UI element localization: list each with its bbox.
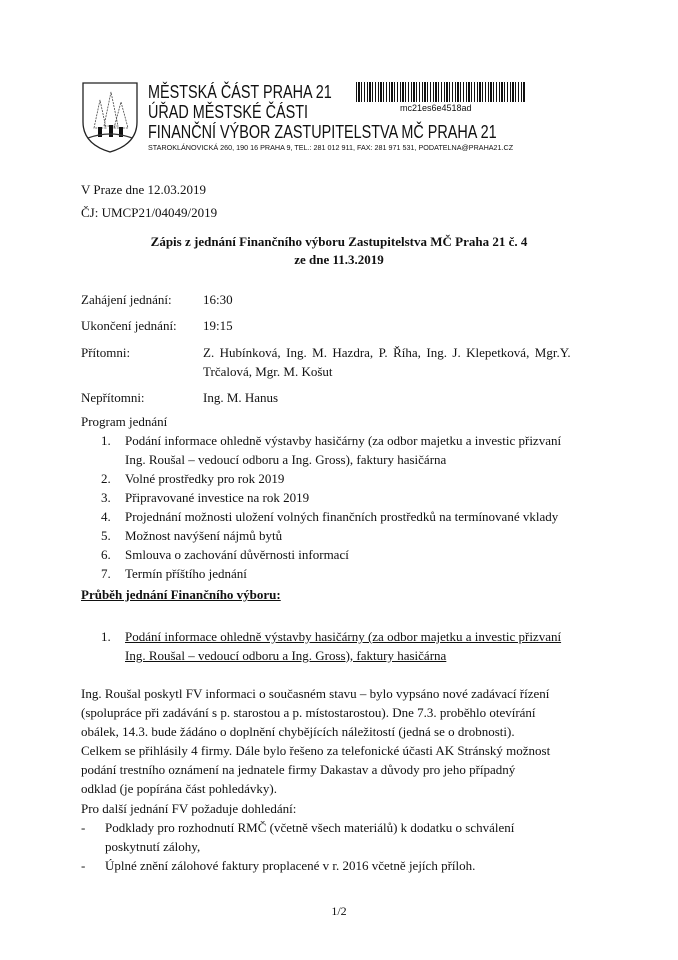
item-text: Podklady pro rozhodnutí RMČ (včetně všech materiálů) k dodatku o schválení xyxy=(105,820,515,835)
barcode xyxy=(356,82,525,102)
program-item xyxy=(101,469,561,488)
present-line-2: Trčalová, Mgr. M. Košut xyxy=(203,364,333,379)
proceedings-paragraph xyxy=(81,684,550,798)
item-text: Připravované investice na rok 2019 xyxy=(125,490,310,505)
header-committee: FINANČNÍ VÝBOR ZASTUPITELSTVA MČ PRAHA 21 xyxy=(148,122,497,142)
paragraph-line: Ing. Roušal poskytl FV informaci o současném stavu – bylo vypsáno nové zadávací řízení xyxy=(81,686,550,701)
item-text: Volné prostředky pro rok 2019 xyxy=(125,471,285,486)
item-text: Termín příštího jednání xyxy=(125,566,247,581)
item-number: 1. xyxy=(101,629,111,644)
place-date: V Praze dne 12.03.2019 xyxy=(81,182,207,197)
paragraph-line: Celkem se přihlásily 4 firmy. Dále bylo řešeno za telefonické účasti AK Stránský možnost xyxy=(81,743,551,758)
item-text: poskytnutí zálohy, xyxy=(105,839,201,854)
item-text: Úplné znění zálohové faktury proplacené v r. 2016 včetně jejích příloh. xyxy=(105,858,476,873)
item-number: 4. xyxy=(101,509,111,524)
present-label: Přítomni: xyxy=(81,345,131,360)
paragraph-line: odklad (je popírána část pohledávky). xyxy=(81,781,278,796)
coat-of-arms-logo xyxy=(80,80,140,154)
bullet: - xyxy=(81,820,86,835)
start-value: 16:30 xyxy=(203,292,233,307)
bullet: - xyxy=(81,858,86,873)
request-item xyxy=(81,856,514,875)
program-list xyxy=(101,431,561,583)
program-item xyxy=(101,431,561,450)
absent-value: Ing. M. Hanus xyxy=(203,390,279,405)
reference-number: ČJ: UMCP21/04049/2019 xyxy=(81,205,218,220)
program-item-cont xyxy=(101,450,561,469)
paragraph-line: podání trestního oznámení na jednatele firmy Dakastav a důvody pro jeho případný xyxy=(81,762,516,777)
absent-label: Nepřítomni: xyxy=(81,390,145,405)
requests-heading: Pro další jednání FV požaduje dohledání: xyxy=(81,801,297,816)
paragraph-line: obálek, 14.3. bude žádáno o doplnění chybějících náležitostí (jedná se o drobnosti). xyxy=(81,724,515,739)
program-item xyxy=(101,564,561,583)
document-date: ze dne 11.3.2019 xyxy=(294,252,384,267)
item-text: Podání informace ohledně výstavby hasičárny (za odbor majetku a investic přizvaní xyxy=(125,433,562,448)
start-label: Zahájení jednání: xyxy=(81,292,172,307)
program-item xyxy=(101,488,561,507)
end-value: 19:15 xyxy=(203,318,233,333)
program-item xyxy=(101,545,561,564)
requests xyxy=(81,799,514,875)
program-item xyxy=(101,507,561,526)
item-number: 6. xyxy=(101,547,111,562)
present-line-1: Z. Hubínková, Ing. M. Hazdra, P. Říha, Ing. J. Klepetková, Mgr.Y. xyxy=(203,345,571,360)
item-text: Ing. Roušal – vedoucí odboru a Ing. Gross), faktury hasičárna xyxy=(125,452,447,467)
item-number: 7. xyxy=(101,566,111,581)
document-title: Zápis z jednání Finančního výboru Zastupitelstva MČ Praha 21 č. 4 xyxy=(150,234,528,249)
item-text: Ing. Roušal – vedoucí odboru a Ing. Gross), faktury hasičárna xyxy=(125,648,447,663)
barcode-text: mc21es6e4518ad xyxy=(400,103,472,113)
item-text: Smlouva o zachování důvěrnosti informací xyxy=(125,547,349,562)
header-municipality: MĚSTSKÁ ČÁST PRAHA 21 xyxy=(148,82,332,102)
program-item xyxy=(101,526,561,545)
item-text: Projednání možnosti uložení volných finančních prostředků na termínované vklady xyxy=(125,509,559,524)
proceedings-item xyxy=(101,627,561,665)
item-text: Podání informace ohledně výstavby hasičárny (za odbor majetku a investic přizvaní xyxy=(125,629,562,644)
item-number: 1. xyxy=(101,433,111,448)
program-heading: Program jednání xyxy=(81,414,168,429)
page-number: 1/2 xyxy=(331,904,347,918)
header-address: STAROKLÁNOVICKÁ 260, 190 16 PRAHA 9, TEL.: 281 012 911, FAX: 281 971 531, PODATELNA@PRAHA21.CZ xyxy=(148,143,514,152)
header-office: ÚŘAD MĚSTSKÉ ČÁSTI xyxy=(148,102,309,122)
end-label: Ukončení jednání: xyxy=(81,318,177,333)
item-number: 3. xyxy=(101,490,111,505)
item-text: Možnost navýšení nájmů bytů xyxy=(125,528,283,543)
request-item xyxy=(81,818,514,837)
item-number: 5. xyxy=(101,528,111,543)
item-number: 2. xyxy=(101,471,111,486)
paragraph-line: (spolupráce při zadávání s p. starostou a p. místostarostou). Dne 7.3. proběhlo otevírání xyxy=(81,705,536,720)
proceedings-heading: Průběh jednání Finančního výboru: xyxy=(81,587,281,602)
